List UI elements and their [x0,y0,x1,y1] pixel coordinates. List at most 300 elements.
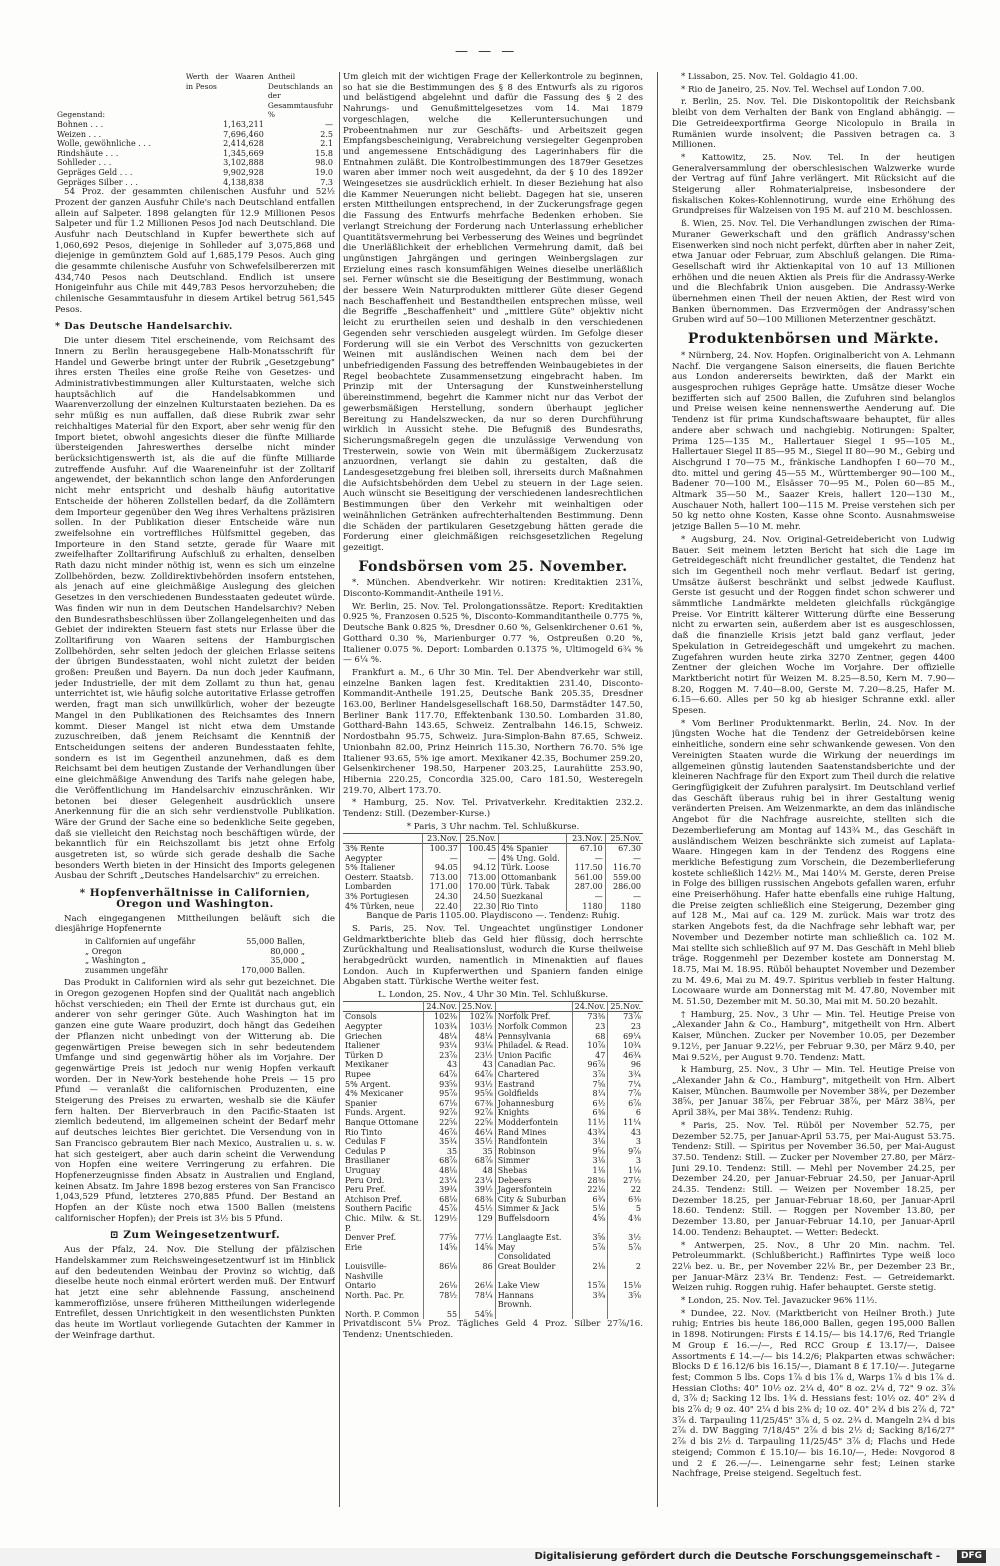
paris-row [343,863,643,873]
london-value: 6⅞ [628,1098,641,1108]
paris-header-col5: 25.Nov. [610,833,641,843]
london-name: Atchison Pref. [343,1195,424,1205]
london-name: Türken D [343,1051,424,1061]
handelsarchiv-heading: * Das Deutsche Handelsarchiv. [55,320,233,332]
paris-value: 22.30 [460,902,498,912]
column-rule-1 [339,72,340,1507]
export-share: 2.5 [320,129,333,139]
london-value: 64⅞ [460,1070,496,1080]
london-name: Jagersfontein [495,1185,572,1195]
london-name: Simmer [495,1156,572,1166]
wien-report: ß. Wien, 25. Nov. Tel. Die Verhandlungen zwischen der Rima-Muraner Gewerkschaft und den gräflich Andrassy'schen Eisenwerken sind noch nicht perfekt, dürften aber in naher Zeit, etwa Januar oder Februar, zum Abschluß gelangen. Die Rima-Gesellschaft wird ihr Aktienkapital von 10 auf 13 Millionen erhöhen und die neuen Aktien als Preis für die Andrassy-Werke und die Blechfabrik Union ausgeben. Die Andrassy-Werke übernehmen einen Theil der neuen Aktien, der Rest wird von Banken übernommen. Das Erzvermögen der Andrassy'schen Gruben wird auf 50—100 Millionen Meterzentner geschätzt. [672,219,955,326]
london-value: 68⅞ [460,1156,496,1166]
paris-name: 5% Italiener [343,863,422,873]
london-header-col5: 25.Nov. [610,1001,641,1011]
paris-name: 4% Türken, neue [343,902,422,912]
london-row [343,1195,643,1205]
london-name: Peru Ord. [343,1176,424,1186]
london-value: 23 [572,1022,608,1032]
london-value: 68 [572,1032,608,1042]
london-value: 93⅛ [460,1041,496,1051]
london-row [343,1080,643,1090]
london-footnote: Privatdiscont 5¼ Proz. Tägliches Geld 4 Proz. Silber 27⅞/16. Tendenz: Unentschieden. [343,1319,643,1341]
london-value: 129 [460,1214,496,1233]
london-name: Lake View [495,1281,572,1291]
london-table [343,1001,643,1320]
muenchen-report: *. München. Abendverkehr. Wir notiren: Kreditaktien 231⅞, Disconto-Kommandit-Antheile 191½. [343,578,643,600]
produktenboersen-heading: Produktenbörsen und Märkte. [687,331,940,348]
export-item: Gepräges Geld . . . [57,167,133,177]
london-name: Rupee [343,1070,424,1080]
london-name: Norfolk Pref. [495,1012,572,1022]
berliner-produktenmarkt-report: * Vom Berliner Produktenmarkt. Berlin, 24. Nov. In der jüngsten Woche hat die Tendenz der Getreidebörsen keine einheitliche, sondern eine sehr schwankende gewesen. Von den Vereinigten Staaten wurde die Wirkung der neuerdings im allgemeinen günstig lautenden Saatenstandsberichte und der kleineren Nachfrage für den Export zum Theil durch die relative Geringfügigkeit der Zufuhren paralysirt. Im Deutschland verlief das Geschäft überaus ruhig bei in ihrer Gestaltung wenig veränderten Preisen. Am Weizenmarkte, an dem das inländische Angebot für die Nachfrage ausreichte, stellten sich die Dezemberlieferung am Montag auf 143¾ M., das Geschäft in ausländischem Weizen beschränkte sich zumeist auf Laplata-Waare. Hingegen kam in der Tendenz des Roggens eine merkliche Befestigung zum Vorschein, die Dezemberlieferung kostete schließlich 142½ M., Mai 140¼ M. Gerste, deren Preise in Folge des billigen russischen Angebots gefallen waren, erfuhr eine Preiserhöhung. Hafer hatte ebenfalls eine ruhige Haltung, die Preise zeigten schließlich eine Steigerung, Dezember ging auf 128 M., Mai auf ca. 129 M. zurück. Mais war trotz des starken Angebots fest, da die Nachfrage sehr lebhaft war, per November und Dezember notirte man schließlich ca. 102 M. Mai stellte sich schließlich auf 97 M. Das Geschäft in Mehl blieb träge. Roggenmehl per Dezember kostete am Donnerstag M. 18.75, Mai M. 18.95. Rüböl behauptet November und Dezember zu M. 49.6, Mai zu M. 49.7. Spiritus verblieb in fester Haltung. Locowaare wurde am Donnerstag mit M. 47.80, November mit M. 51.50, Dezember mit M. 50.30, Mai mit M. 50.20 bezahlt. [672,718,955,1008]
london-value: 86⅛ [424,1262,460,1281]
paris-value: 171.00 [422,882,460,892]
export-value: 9,902,928 [223,167,264,177]
london-value: 64⅞ [424,1070,460,1080]
london-value: 48⅛ [424,1166,460,1176]
london-name: Erie [343,1243,424,1262]
london-value: 48¼ [424,1032,460,1042]
dundee-report: * Dundee, 22. Nov. (Marktbericht von Heilner Broth.) Jute ruhig; Entries bis heute 186,000 Ballen, gegen 195,000 Ballen in 1898. Notirungen: Firsts £ 14.15/— bis 14.17/6, Red Triangle M Group £ 16.—/—, Red RCC Group £ 13.17/—, Daisee Assortments £ 14.—/— bis 14.2/6; Plakparten etwas schwächer: Blocks D £ 16.12/6 bis 16.15/—, Diamant 8 £ 17.10/—. Jutegarne fest; Common 5 lbs. Cops 1⅞ d bis 1⅞ d, Warps 1⅞ d bis 1⅞ d. Hessian Cloths: 40" 10½ oz. 2¼ d, 40" 8 oz. 2¼ d, 72" 9 oz. 3⅞ d, 3⅞ d; Sacking 12 lbs. 1¾ d. Hessians fest: 10½ oz. 40" 2¾ d bis 2⅞ d; 9 oz. 40" 2¼ d bis 2⅜ d; 10 oz. 40" 2¾ d bis 2⅞ d, 72" 3⅞ d. Tarpauling 11/25/45" 3⅞ d, 5 oz. 2¾ d. Mangeln 2¾ d bis 2⅞ d. DW Bagging 7/18/45" 2⅞ d bis 2½ d; Sacking 8/16/27" 2⅞ d bis 2½ d. Tarpauling 11/25/45" 3⅞ d; Flachs und Hede steigend; Common £ 15.10/— bis 16.10/—, Hede: Novgorod 8 und 2 £ 26.—/—. Leinengarne sehr fest; Leinen starke Nachfrage, Preise steigend. Segeltuch fest. [672,1308,955,1480]
london-name: Great Boulder [495,1262,572,1281]
london-row [343,1214,643,1233]
london-value: 26⅛ [424,1281,460,1291]
page-mark: — — — [455,44,518,59]
paris-name: 4% Ung. Gold. [499,854,567,864]
london-name: Cedulas P [343,1147,424,1157]
paris-value: 24.50 [460,892,498,902]
london-value: 68⅞ [424,1156,460,1166]
london-name: Langlaagte Est. [495,1233,572,1243]
london-value: 46¾ [623,1050,641,1060]
london-value: 3½ [628,1233,641,1243]
s-paris-report: S. Paris, 25. Nov. Tel. Ungeachtet ungünstiger Londoner Geldmarktberichte blieb das Geld hier flüssig, doch herrschte Zurückhaltung und Realisationslust, wodurch die Kurse theilweise herabgedrückt wurden, namentlich in Minenaktien auf flaues London. Auch in Kupferwerthen und Spaniern fanden einige Abgaben statt. Türkische Werthe weiter fest. [343,923,643,988]
london-value: 6⅜ [572,1108,608,1118]
paris-header-col4: 23.Nov. [567,833,605,844]
paris-name: 3% Rente [343,844,422,854]
paris-value: 116.70 [613,863,641,873]
london-value: 9⅝ [572,1147,608,1157]
london-value: 39½ [460,1185,496,1195]
paris-produkte-report: * Paris, 25. Nov. Tel. Rüböl per November 52.75, per Dezember 52.75, per Januar-April 53.75, per Mai-August 53.75. Tendenz: Still. — Spiritus per November 36.50, per Mai-August 37.50. Tendenz: Still. — Zucker per November 27.80, per März-Juni 29.10. Tendenz: Still. — Mehl per November 24.25, per Dezember 24.20, per Januar-Februar 24.50, per Januar-April 24.35. Tendenz: Still. — Weizen per November 18.25, per Dezember 18.25, per Januar-Februar 18.60, per Januar-April 18.60. Tendenz: Still. — Roggen per November 13.80, per Dezember 13.80, per Januar-Februar 14.10, per Januar-April 14.00. Tendenz: Behauptet. — Wetter: Bedeckt. [672,1120,955,1238]
london-value: 22⅝ [460,1118,496,1128]
hops-value: 80,000 „ [270,946,305,956]
paris-value: 170.00 [460,882,498,892]
london-name: Banque Ottomane [343,1118,424,1128]
export-share: 2.1 [320,139,333,149]
wein-paragraph-continued: Um gleich mit der wichtigen Frage der Kellerkontrole zu beginnen, so hat sie die Bestimmungen des § 8 des Entwurfs als zu rigoros und belästigend abgelehnt und dafür die Fassung des § 2 des Nahrungs- und Genußmittelgesetzes vom 14. Mai 1879 vorgeschlagen, welche die Kelleruntersuchungen und Probeentnahmen nur zur Geschäfts- und Arbeitszeit gegen Empfangsbescheinigung, Verabreichung versiegelter Gegenproben und angemessene Entschädigung des Lagerinhabers für die Entnahmen zuläßt. Die Kontrolbestimmungen des 1879er Gesetzes waren aber immer noch weit ausgedehnt, da der § 10 des 1892er Weingesetzes sie ausdrücklich erhielt. In dieser Beziehung hat also die Kammer Neuerungen nicht beliebt. Dagegen hat sie, unseren ersten Mittheilungen entsprechend, in der Zuckerungsfrage gegen die Fassung des Entwurfs mehrfache Bedenken erhoben. Sie verlangt Streichung der Forderung nach Unterlassung erheblicher Quantitätsvermehrung bei Verbesserung des Weines und begründet die Unerläßlichkeit der erheblichen Vermehrung damit, daß bei ungünstigen Jahrgängen und geringen Weinbergslagen zur Erzielung eines rasch konsumfähigen Weines dieselbe unerläßlich sei. Ferner wünscht sie die Beseitigung der Bestimmung, wonach der bessere Wein Naturprodukten mittlerer Güte dieser Gegend nach Beschaffenheit und Bestandtheilen entsprechen müsse, weil die Begriffe „Beschaffenheit" und „mittlere Güte" objektiv nicht leicht zu erurtheilen seien und deshalb in den verschiedenen Gegenden sehr verschieden ausgelegt würden. Im Gefolge dieser Forderung will sie ein Verbot des Verschnitts von gezuckerten Weinen mit ausländischen Weinen nach dem bei der unbefriedigenden Fassung des betreffenden Weinbaugebietes in der Regel beobachtete Zusammensetzung eingebracht haben. Im Prinzip mit der Untersagung der Kunstweinherstellung übereinstimmend, begehrt die Kammer nicht nur das Verbot der gewerbsmäßigen Herstellung, sondern überhaupt jeglicher Bereitung zu Handelszwecken, da nur so deren Durchführung wirklich in Aussicht stehe. Die Befugniß des Bundesraths, Sicherungsmaßregeln gegen die unzulässige Verwendung von Tresterwein, sowie von Wein mit übermäßigem Zuckerzusatz anzuordnen, verlangt sie dahin zu gestalten, daß die Landesgesetzgebung frei bleiben soll, ihrerseits durch Maßnahmen die Aufsichtsbehörden dem Uebel zu steuern in der Lage seien. Auch wünscht sie Beseitigung der verschiedenen landesrechtlichen Bestimmungen über den Verkehr mit weinhaltigen oder weinähnlichen Getränken aufrechterhaltenden Bestimmung. Denn die Schäden der partikularen Gesetzgebung hätten gerade die Forderung einer gleichmäßigen reichsgesetzlichen Regelung gezeitigt. [343,72,643,553]
london-value: 78¼ [460,1291,496,1310]
london-value: 69¼ [623,1031,641,1041]
london-value: 6½ [572,1099,608,1109]
london-value: 4⅜ [628,1213,641,1223]
london-value: 28⅜ [572,1176,608,1186]
london-row [343,1118,643,1128]
london-value: 129½ [424,1214,460,1233]
london-value: 68⅜ [460,1195,496,1205]
paris-value: 22.40 [422,902,460,912]
london-value: 67⅛ [424,1099,460,1109]
paris-row [343,882,643,892]
paris-header-col1: 23.Nov. [422,833,460,844]
london-value: 68⅛ [424,1195,460,1205]
nuernberg-report: * Nürnberg, 24. Nov. Hopfen. Originalbericht von A. Lehmann Nachf. Die vergangene Saison einerseits, die flauen Berichte aus London andererseits bewirkten, daß der Markt ein ausgesprochen ruhiges Gepräge hatte. Umsätze dieser Woche bezifferten sich auf 2500 Ballen, die Zufuhren sind belanglos und Preise weisen keine nennenswerthe Aenderung auf. Die Tendenz ist für prima Kundschaftswaare behauptet, für alles andere aber schwach und nachgiebig. Notirungen: Spalter, Prima 125—135 M., Hallertauer Siegel I 95—105 M., Hallertauer Siegel II 85—95 M., Siegel II 80—90 M., Gebirg und Aischgrund I 70—75 M., fränkische Landhopfen I 60—70 M., dto. mittel und gering 45—55 M., Württemberger 90—100 M., Badener 70—100 M., Elsässer 70—95 M., Polen 60—85 M., Altmark 35—50 M., Saazer Kreis, hallert 120—130 M., Auschauer Noth, hallert 100—115 M. Preise verstehen sich per 50 kg netto ohne Kosten, Kasse ohne Sconto. Ausnahmsweise jetzige Ballen 5—10 M. mehr. [672,350,955,533]
london-row [343,1204,643,1214]
london-name: Denver Pref. [343,1233,424,1243]
london-row [343,1233,643,1243]
london-value: 2⅛ [572,1262,608,1281]
london-name: Uruguay [343,1166,424,1176]
london-zucker-report: * London, 25. Nov. Tel. Javazucker 96% 11½. [681,1296,878,1307]
london-value: 78½ [424,1291,460,1310]
export-row [55,139,335,149]
london-name: May Consolidated [495,1243,572,1262]
london-name: Peru Pref. [343,1185,424,1195]
london-value: 5⅞ [628,1242,641,1252]
london-value: 1⅛ [628,1165,641,1175]
london-row [343,1176,643,1186]
hopfen-intro: Nach eingegangenen Mittheilungen beläuft sich die diesjährige Hopfenernte [55,913,335,935]
london-value: 14⅝ [424,1243,460,1262]
hops-table-body [83,937,307,975]
london-value: 7⅞ [628,1089,641,1099]
london-name: Italiener [343,1041,424,1051]
london-value: 43 [630,1127,641,1137]
london-value: 3⅛ [572,1156,608,1166]
dfg-logo: DFG [957,1550,986,1563]
london-table-header [343,1001,643,1012]
london-name: Griechen [343,1032,424,1042]
export-row [55,120,335,130]
hops-label: zusammen ungefähr [85,965,168,975]
paris-row [343,902,643,912]
london-name: Simmer & Jack [495,1204,572,1214]
frankfurt-report: Frankfurt a. M., 6 Uhr 30 Min. Tel. Der Abendverkehr war still, einzelne Banken lagen fest. Kreditaktien 231.40, Disconto-Kommandit-Antheile 191.25, Deutsche Bank 205.35, Dresdner 163.00, Berliner Handelsgesellschaft 168.50, Darmstädter 147.50, Berliner Bank 117.70, Effektenbank 130.50. Lombarden 31.80, Gotthard-Bahn 143.65, Schweiz. Zentralbahn 146.15, Schweiz. Nordostbahn 95.75, Schweiz. Jura-Simplon-Bahn 87.65, Schweiz. Unionbahn 82.00, Prinz Heinrich 115.30, Northern 76.70. 5% ige Italiener 93.65, 5% ige amort. Mexikaner 42.35, Bochumer 259.20, Gelsenkirchener 198.50, Harpener 203.25, Laurahütte 253.90, Hibernia 220.25, Concordia 325.00, Caro 181.50, Westeregeln 219.70, Albert 173.70. [343,667,643,796]
paris-value: 24.30 [422,892,460,902]
paris-value: 117.50 [567,863,605,873]
london-value: 7¼ [628,1079,641,1089]
london-value: 5⅛ [572,1204,608,1214]
london-value: 35 [424,1147,460,1157]
rio-report: * Rio de Janeiro, 25. Nov. Tel. Wechsel auf London 7.00. [681,84,925,95]
london-value: 3¾ [628,1070,641,1080]
london-name: Cedulas F [343,1137,424,1147]
london-value: 5 [635,1204,641,1214]
london-row [343,1291,643,1310]
london-value: 22 [630,1185,641,1195]
paris-name: Türk. Loose [499,863,567,873]
london-row [343,1108,643,1118]
london-value: 4⅝ [572,1214,608,1233]
hops-value: 170,000 Ballen. [241,965,305,975]
london-value: 102⅜ [424,1012,460,1022]
export-table-body [55,120,335,187]
export-value: 1,345,669 [223,148,264,158]
london-value: 73⅜ [572,1012,608,1022]
paris-header-col3 [499,833,567,844]
london-value: 93⅝ [424,1080,460,1090]
london-value: 92⅞ [460,1108,496,1118]
paris-value: — [567,854,605,864]
paris-row [343,854,643,864]
paris-name: Lombarden [343,882,422,892]
hamburg-report: * Hamburg, 25. Nov. Tel. Privatverkehr. Kreditaktien 232.2. Tendenz: Still. (Dezember-Kurse.) [343,798,643,820]
london-row [343,1022,643,1032]
london-value: 23½ [460,1051,496,1061]
london-value: 3¾ [572,1291,608,1310]
export-table-header [55,72,335,120]
london-value: 14⅝ [460,1243,496,1262]
london-value: 3 [635,1137,641,1147]
paris-name: Aegypter [343,854,422,864]
london-name: Louisville-Nashville [343,1262,424,1281]
london-name: 4% Mexicaner [343,1089,424,1099]
london-value: 6 [635,1108,641,1118]
paris-name: Rio Tinto [499,902,567,912]
antwerpen-report: * Antwerpen, 25. Nov., 8 Uhr 20 Min. nachm. Tel. Petroleummarkt. (Schlußbericht.) Raffinirtes Type weiß loco 22⅛ bez. u. Br., per November 22⅛ Br., per Dezember 23 Br., per Januar-März 23¼ Br. Tendenz: Fest. — Getreidemarkt. Weizen ruhig. Roggen ruhig. Hafer behauptet. Gerste stetig. [672,1240,955,1294]
london-value: 45½ [460,1204,496,1214]
export-share: — [325,119,333,129]
lissabon-report: * Lissabon, 25. Nov. Tel. Goldagio 41.00. [681,72,858,82]
paris-value: 287.00 [567,882,605,892]
export-table [55,72,335,187]
london-value: 45⅞ [424,1204,460,1214]
london-value: 95⅝ [460,1089,496,1099]
london-row [343,1041,643,1051]
paris-name: Türk. Tabak [499,882,567,892]
london-value: 1⅛ [572,1166,608,1176]
export-share: 98.0 [315,158,333,168]
paris-value: 1180 [620,901,641,911]
london-value: 10¾ [623,1041,641,1051]
london-value: 22⅝ [424,1118,460,1128]
london-value: 3⅞ [572,1070,608,1080]
column-1 [55,72,335,1510]
export-paragraph: 54 Proz. der gesammten chilenischen Ausfuhr und 52½ Prozent der ganzen Ausfuhr Chile's nach Deutschland entfallen allein auf Salpeter. 1898 gelangten für 12.9 Millionen Pesos Salpeter und für 1.2 Millionen Pesos Jod nach Deutschland. Die Ausfuhr nach Deutschland in Kupfer bewerthete sich auf 1,060,692 Pesos, diejenige in Sohlleder auf 3,075,868 und diejenige in gemünztem Gold auf 1,685,179 Pesos. Auch ging die gesammte chilenische Ausfuhr von Schwefelsilbererzen mit 434,740 Pesos nach Deutschland. Endlich ist unsere Honigeinfuhr aus Chile mit 449,783 Pesos hervorzuheben; die chilenische Gesammtausfuhr in diesem Artikel betrug 561,545 Pesos. [55,187,335,315]
paris-footnote: Banque de Paris 1105.00. Playdiscono —. Tendenz: Ruhig. [366,911,620,922]
hops-value: 55,000 Ballen, [246,936,305,946]
london-value: 5⅞ [572,1243,608,1262]
london-value: 96⅞ [572,1060,608,1070]
london-value: 35¾ [424,1137,460,1147]
london-value: 35½ [460,1137,496,1147]
paris-value: — [633,892,641,902]
london-value: 86 [460,1262,496,1281]
london-value: 93½ [460,1080,496,1090]
paris-table-header [343,833,643,844]
london-row [343,1262,643,1281]
hops-row [83,937,307,947]
paris-value: 67.10 [567,844,605,854]
paris-value: — [567,892,605,902]
london-row [343,1070,643,1080]
london-row [343,1281,643,1291]
london-table-body [343,1012,643,1320]
london-value: 26⅛ [460,1281,496,1291]
hopfen-paragraph: Das Produkt in Californien wird als sehr gut bezeichnet. Die in Oregon gezogenen Hopfen sind der Qualität nach angeblich höchst verschieden; ein Theil der Ernte ist durchaus gut, ein anderer von sehr geringer Güte. Auch Washington hat im ganzen eine gute Waare produzirt, doch hängt das Gedeihen der Pflanzen nicht unbedingt von der Witterung ab. Die gegenwärtigen Preise bewegen sich in sehr bedeutendem Umfange und sind gegenwärtig höher als im Vorjahre. Der gegenwärtige Preis ist jedoch nur wenig Hopfen verkauft worden. Der in New-York bestehende hohe Preis — 15 pro Pfund — veranlaßt die californischen Produzenten, eine Steigerung des Preises zu erwarten, weshalb sie die Käufer fern halten. Der Bierverbrauch in den Pacific-Staaten ist ziemlich bedeutend, im allgemeinen scheint der Bedarf mehr auf deutsches leichtes Bier gerichtet. Die Versendung von in San Francisco gebrautem Bier nach Mexico, Australien u. s. w. hat sich gesteigert, aber auch darin scheint die Verwendung von Hopfen eine weitere Verringerung zu erfahren. Die Hopfenerzeugnisse finden Absatz in Australien und England, keinen Absatz. Im Jahre 1898 bezog ersteres von San Francisco 1,043,529 Pfund, letzteres 270,885 Pfund. Der Bestand an Hopfen an der Küste noch etwa 1500 Ballen (meistens californischer Hopfen); der Preis ist 3½ bis 5 Pfund. [55,978,335,1224]
london-value: 77½ [460,1233,496,1243]
paris-value: — [422,854,460,864]
paris-header-spacer [343,833,422,844]
london-name: Norfolk Common [495,1022,572,1032]
paris-value: 100.37 [422,844,460,854]
london-value: 67⅜ [460,1099,496,1109]
london-value: 9⅞ [628,1146,641,1156]
export-row [55,168,335,178]
export-value: 4,138,838 [223,177,264,187]
london-value: 3⅝ [628,1290,641,1300]
hamburg-zucker-report: † Hamburg, 25. Nov., 3 Uhr — Min. Tel. Heutige Preise von „Alexander Jahn & Co., Hamburg", mitgetheilt von Hrn. Albert Kaiser, München. Zucker per November 10.05, per Dezember 9.12½, per Januar 9.22½, per Februar 9.30, per März 9.40, per Mai 9.52½, per August 9.70. Tendenz: Matt. [672,1009,955,1063]
london-name: Johannesburg [495,1099,572,1109]
paris-value: 67.30 [618,844,641,854]
export-share: 19.0 [315,167,333,177]
hopfen-heading: * Hopfenverhältnisse in Californien, Oregon und Washington. [79,887,311,910]
london-name: Randfontein [495,1137,572,1147]
london-value: 8¼ [572,1089,608,1099]
london-value: 11½ [572,1118,608,1128]
london-value: 48¼ [460,1032,496,1042]
export-value: 2,414,628 [223,139,264,149]
london-row [343,1147,643,1157]
export-value: 3,102,888 [223,158,264,168]
london-name: North. P. Common [343,1310,424,1320]
london-name: Union Pacific [495,1051,572,1061]
export-value: 1,163,211 [223,119,264,129]
export-share: 15.8 [315,148,333,158]
london-value: 43 [424,1060,460,1070]
export-col-item: Gegenstand: [57,110,105,120]
wein-paragraph: Aus der Pfalz, 24. Nov. Die Stellung der pfälzischen Handelskammer zum Reichsweingesetzentwurf ist im Hinblick auf den bedeutenden Weinbau der Provinz so wichtig, daß dieselbe heute noch einmal erörtert werden muß. Der Entwurf hat jetzt eine sehr ablehnende Fassung, anscheinend kammeroffiziöse, unsere früheren Mittheilungen widerlegende Entrefilet, dessen Unrichtigkeit in den wesentlichsten Punkten das heute im Wortlaut vorliegende Gutachten der Kammer in der Weinfrage darthut. [55,1245,335,1341]
paris-table [343,833,643,912]
berlin-report: Wr. Berlin, 25. Nov. Tel. Prolongationssätze. Report: Kreditaktien 0.925 %, Franzosen 0.525 %, Disconto-Kommanditantheile 0.775 %, Deutsche Bank 0.825 %, Dresdner 0.60 %, Gelsenkirchener 0.61 %, Gotthard 0.30 %, Marienburger 0.77 %, Ostpreußen 0.20 %, Italiener 0.075 %. Deport: Lombarden 0.1375 %, Ultimogeld 6¾ % — 6¼ %. [343,601,643,666]
export-share: 7.3 [320,177,333,187]
london-name: Knights [495,1108,572,1118]
hops-label: in Californien auf ungefähr [85,936,196,946]
london-row [343,1051,643,1061]
paris-name: Oesterr. Staatsb. [343,873,422,883]
london-value: 73⅞ [623,1012,641,1022]
paris-value: 713.00 [460,873,498,883]
paris-table-body [343,844,643,912]
column-rule-2 [657,72,658,1507]
london-value: 35 [460,1147,496,1157]
london-value: 23¼ [460,1176,496,1186]
london-row [343,1012,643,1022]
london-value: 3⅛ [572,1137,608,1147]
london-value: 43¾ [572,1128,608,1138]
wein-heading: ⊡ Zum Weingesetzentwurf. [109,1229,281,1242]
london-name: Consols [343,1012,424,1022]
london-value: 55 [424,1310,460,1320]
london-name: Mexikaner [343,1060,424,1070]
export-value: 7,696,460 [223,129,264,139]
london-value: 22⅛ [572,1185,608,1195]
london-name: Chartered [495,1070,572,1080]
london-name: 5% Argent. [343,1080,424,1090]
london-name: Rand Mines [495,1128,572,1138]
london-name: Aegypter [343,1022,424,1032]
paris-name: 4% Spanier [499,844,567,854]
london-value: 77⅝ [424,1233,460,1243]
export-item: Rindshäute . . . [57,148,119,158]
hops-label: „ Washington „ [85,956,146,966]
london-name: Philadel. & Read. [495,1041,572,1051]
london-value: 6⅜ [628,1194,641,1204]
london-header-col4: 24.Nov. [572,1001,608,1012]
london-value: 103¾ [424,1022,460,1032]
london-value: 102⅞ [460,1012,496,1022]
paris-value: 561.00 [567,873,605,883]
london-name: Modderfontein [495,1118,572,1128]
london-name: Eastrand [495,1080,572,1090]
london-name: Southern Pacific [343,1204,424,1214]
fondsboersen-heading: Fondsbörsen vom 25. November. [358,558,628,575]
london-row [343,1166,643,1176]
export-item: Wolle, gewöhnliche . . . [57,139,151,149]
hops-value: 35,000 „ [270,956,305,966]
export-row [55,158,335,168]
london-value: 46¼ [460,1128,496,1138]
london-value: 11¼ [623,1118,641,1128]
paris-name: Suezkanal [499,892,567,902]
london-value: 96 [630,1060,641,1070]
london-value: 6¾ [572,1195,608,1205]
london-row [343,1156,643,1166]
london-name: Goldfields [495,1089,572,1099]
hops-table [83,937,307,975]
london-value: 47 [572,1051,608,1061]
paris-value: 100.45 [460,844,498,854]
london-name: Robinson [495,1147,572,1157]
london-row [343,1089,643,1099]
london-value: 46⅞ [424,1128,460,1138]
paris-name: Ottomanbank [499,873,567,883]
london-row [343,1060,643,1070]
kattowitz-report: * Kattowitz, 25. Nov. Tel. In der heutigen Generalversammlung der oberschlesischen Walzwerke wurde der Vertrag auf fünf Jahre verlängert. Mit Rücksicht auf die Steigerung aller Rohmaterialpreise, insbesondere der fiskalischen Kokes-Kohlennotirung, wurde eine Erhöhung des Grundpreises für Walzeisen von 195 M. auf 210 M. beschlossen. [672,152,955,217]
london-name: Brasilianer [343,1156,424,1166]
london-row [343,1032,643,1042]
paris-header-col2: 25.Nov. [460,833,498,844]
paris-value: 94.05 [422,863,460,873]
export-item: Sohlleder . . . [57,158,112,168]
export-row [55,149,335,159]
london-name: City & Suburban [495,1195,572,1205]
london-name: Rio Tinto [343,1128,424,1138]
export-item: Bohnen . . . [57,119,104,129]
london-value: 43 [460,1060,496,1070]
london-value: 23¼ [424,1176,460,1186]
export-col-value: Werth der Waaren in Pesos [185,72,264,91]
hamburg-baumwolle-report: k Hamburg, 25. Nov., 3 Uhr — Min. Tel. Heutige Preise von „Alexander Jahn & Co., Hamburg", mitgetheilt von Hrn. Albert Kaiser, München. Baumwolle per November 38¾, per Dezember 38⅝, per Januar 38⅞, per Februar 38⅞, per März 38¾, per April 38¾, per Mai 38¾. Tendenz: Ruhig. [672,1065,955,1119]
london-value: 93¼ [424,1041,460,1051]
hops-label: „ Oregon [85,946,122,956]
london-value: 15⅛ [623,1281,641,1291]
london-name: Canadian Pac. [495,1060,572,1070]
handelsarchiv-paragraph: Die unter diesem Titel erscheinende, vom Reichsamt des Innern zu Berlin herausgegebene Halb-Monatsschrift für Handel und Gewerbe bringt unter der Rubrik „Gesetzgebung" ihres ersten Theiles eine große Reihe von Gesetzes- und Administrativbestimmungen aller Kulturstaaten, welche sich hauptsächlich auf die Handelsabkommen und Waarenverzollung der einzelnen Kulturstaaten beziehen. Da es sehr müßig es nun auffallen, daß diese Rubrik zwar sehr reichhaltiges Material für den Export, aber sehr wenig für den Import bietet, obwohl angesichts dieser die fünfte Milliarde übersteigenden Jahreswerthes derselbe nicht minder berücksichtigenswerth ist, als die auf die fünfte Milliarde zutreffende Ausfuhr. Auf die Waareneinfuhr ist der Zolltarif angewendet, der bekanntlich schon lange den Anforderungen nicht mehr entspricht und deshalb häufig autoritative Entscheide der höheren Zollstellen bedarf, da die Zollämtern dem Importeur gegenüber den Weg ihres Verhaltens präzisiren sollen. In der Publikation dieser Entscheide wäre nun zweifelsohne ein vortreffliches Hülfsmittel gegeben, das Importeure in den Stand setzte, gerade für Waare mit zweifelhafter Zolltarifirung Aufschluß zu erhalten, denselben Rath dazu nicht minder nöthig ist, wenn es sich um einzelne Zollbehörden, bezw. Zolldirektivbehörden insofern entstehen, als jenach auf eine gleichmäßige Auslegung des gleichen Gesetzes in den verschiedenen Bundesstaaten gedeutet würde. Was finden wir nun in dem Deutschen Handelsarchiv? Neben den Bundesrathsbeschlüssen über Zollangelegenheiten und das Gebiet der indirekten Steuern fast stets nur Erlasse über die Zolltarifirung von Waaren seitens der Hamburgischen Zollbehörden, sehr selten jedoch der gleichen Erlasse seitens der übrigen Bundesstaaten, wohl nicht zuletzt der beiden großen: Preußen und Bayern. Da nun doch jeder Kaufmann, jeder Industrielle, der mit dem Zollamt zu thun hat, genau unterrichtet ist, wie häufig solche autoritative Erlasse getroffen werden, fragt man sich unwillkürlich, woher der bezeugte Mangel in den Publikationen des Reichsamtes des Innern kommt. Dieser Mangel ist nicht etwa dem Umstande zuzuschreiben, daß jenem Reichsamt die Kenntniß der Entscheidungen seitens der anderen Bundesstaaten fehlte, sondern es ist im Gegentheil anzunehmen, daß es dem Reichsamt bei dem heutigen Zustande der Verhandlungen über eine gleichmäßige Anwendung des Tarifs nahe gelegen habe, die Veröffentlichung im Handelsarchiv einzuschränken. Wir betonen bei dieser Gelegenheit ausdrücklich unsere Anerkennung für die an sich sehr verdienstvolle Publikation. Wäre der Grund der Sache eine so bedenkliche Seite gegeben, daß sie vielleicht den Reichstag noch beschäftigen würde, der bekanntlich für ein Reichszollamt bis jetzt ohne Erfolg ausgetreten ist, so würde sich gerade deshalb die Sache besonders Werth bieten in der Hinsicht des Imports gelegenen Ausbau der Schrift „Deutsches Handelsarchiv" zu erreichen. [55,336,335,882]
paris-value: — [460,854,498,864]
london-value: 7⅝ [572,1080,608,1090]
london-header-col3 [495,1001,572,1012]
column-2 [343,72,643,1510]
london-value: 95⅞ [424,1089,460,1099]
london-value: 103½ [460,1022,496,1032]
export-col-share: Antheil Deutschlands an der Gesammtausfuhr % [267,72,333,120]
paris-value: 286.00 [613,882,641,892]
hops-row [83,966,307,976]
paris-value: — [633,853,641,863]
export-item: Weizen . . . [57,129,102,139]
